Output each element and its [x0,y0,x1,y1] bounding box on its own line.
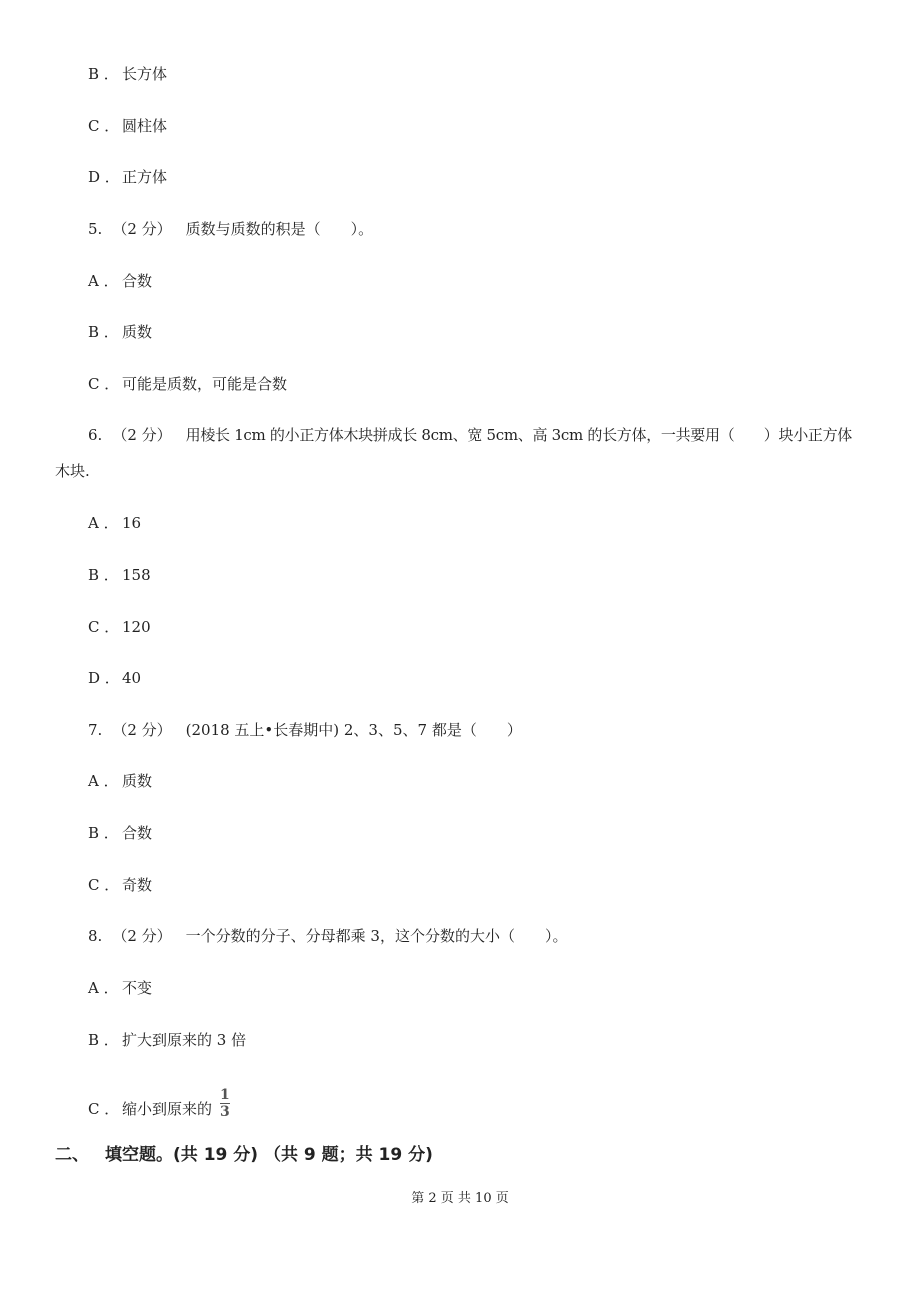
page-footer: 第 2 页 共 10 页 [411,1191,509,1206]
question-score: （2 分） [112,220,172,238]
option-text: 质数 [122,772,153,790]
option-letter: B ． [88,824,119,842]
option-letter: B ． [88,1031,119,1049]
question-score: （2 分） [112,721,172,739]
option-letter: A ． [88,979,119,997]
q6-option-c [88,617,151,637]
q8-option-c [88,1087,230,1125]
option-text: 158 [122,566,151,584]
option-text: 正方体 [122,168,168,186]
question-text: (2018 五上•长春期中) 2、3、5、7 都是（ ） [185,721,522,739]
question-number: 5. [88,220,103,238]
option-letter: B ． [88,65,119,83]
option-b-prev [88,64,167,84]
question-text: 一个分数的分子、分母都乘 3，这个分数的大小（ ）。 [185,927,568,945]
question-6-continuation: 木块. [55,462,90,480]
q7-option-b [88,823,152,843]
question-5 [88,219,373,239]
option-letter: A ． [88,772,119,790]
q5-option-c [88,374,287,394]
option-text: 扩大到原来的 3 倍 [122,1031,247,1049]
fraction-one-third [220,1088,230,1119]
question-number: 7. [88,721,103,739]
option-text: 奇数 [122,876,153,894]
option-letter: C ． [88,876,120,894]
q7-option-a [88,771,152,791]
question-number: 8. [88,927,103,945]
q7-option-c [88,875,152,895]
section-heading [55,1143,433,1167]
option-text: 40 [122,669,142,687]
option-letter: C ． [88,618,120,636]
fraction-denominator: 3 [220,1104,230,1120]
option-letter: B ． [88,566,119,584]
question-number: 6. [88,426,103,444]
q8-option-a [88,978,152,998]
option-text: 质数 [122,323,153,341]
option-text: 120 [122,618,151,636]
option-text: 圆柱体 [122,117,168,135]
option-letter: C ． [88,375,120,393]
option-text: 合数 [122,272,153,290]
question-8 [88,926,567,946]
option-letter: C ． [88,1099,120,1118]
option-letter: D ． [88,168,120,186]
q8-option-b [88,1030,246,1050]
q5-option-a [88,271,152,291]
question-7 [88,720,522,740]
q5-option-b [88,322,152,342]
option-letter: A ． [88,272,119,290]
option-letter: C ． [88,117,120,135]
section-number: 二、 [55,1145,89,1165]
q6-option-d [88,668,141,688]
option-c-prev [88,116,167,136]
question-text: 用棱长 1cm 的小正方体木块拼成长 8cm、宽 5cm、高 3cm 的长方体，一共要用（ ）块小正方体 [185,426,853,444]
option-d-prev [88,167,167,187]
q6-option-b [88,565,151,585]
question-6 [88,425,852,445]
question-score: （2 分） [112,426,172,444]
fraction-numerator: 1 [220,1087,230,1103]
option-text: 长方体 [122,65,168,83]
question-score: （2 分） [112,927,172,945]
option-letter: B ． [88,323,119,341]
question-text: 质数与质数的积是（ ）。 [185,220,374,238]
q6-option-a [88,513,141,533]
option-text: 缩小到原来的 [122,1099,213,1118]
option-text: 不变 [122,979,153,997]
section-title: 填空题。(共 19 分) （共 9 题；共 19 分) [105,1145,433,1165]
option-text: 合数 [122,824,153,842]
option-letter: D ． [88,669,120,687]
option-letter: A ． [88,514,119,532]
option-text: 16 [122,514,142,532]
option-text: 可能是质数，可能是合数 [122,375,288,393]
